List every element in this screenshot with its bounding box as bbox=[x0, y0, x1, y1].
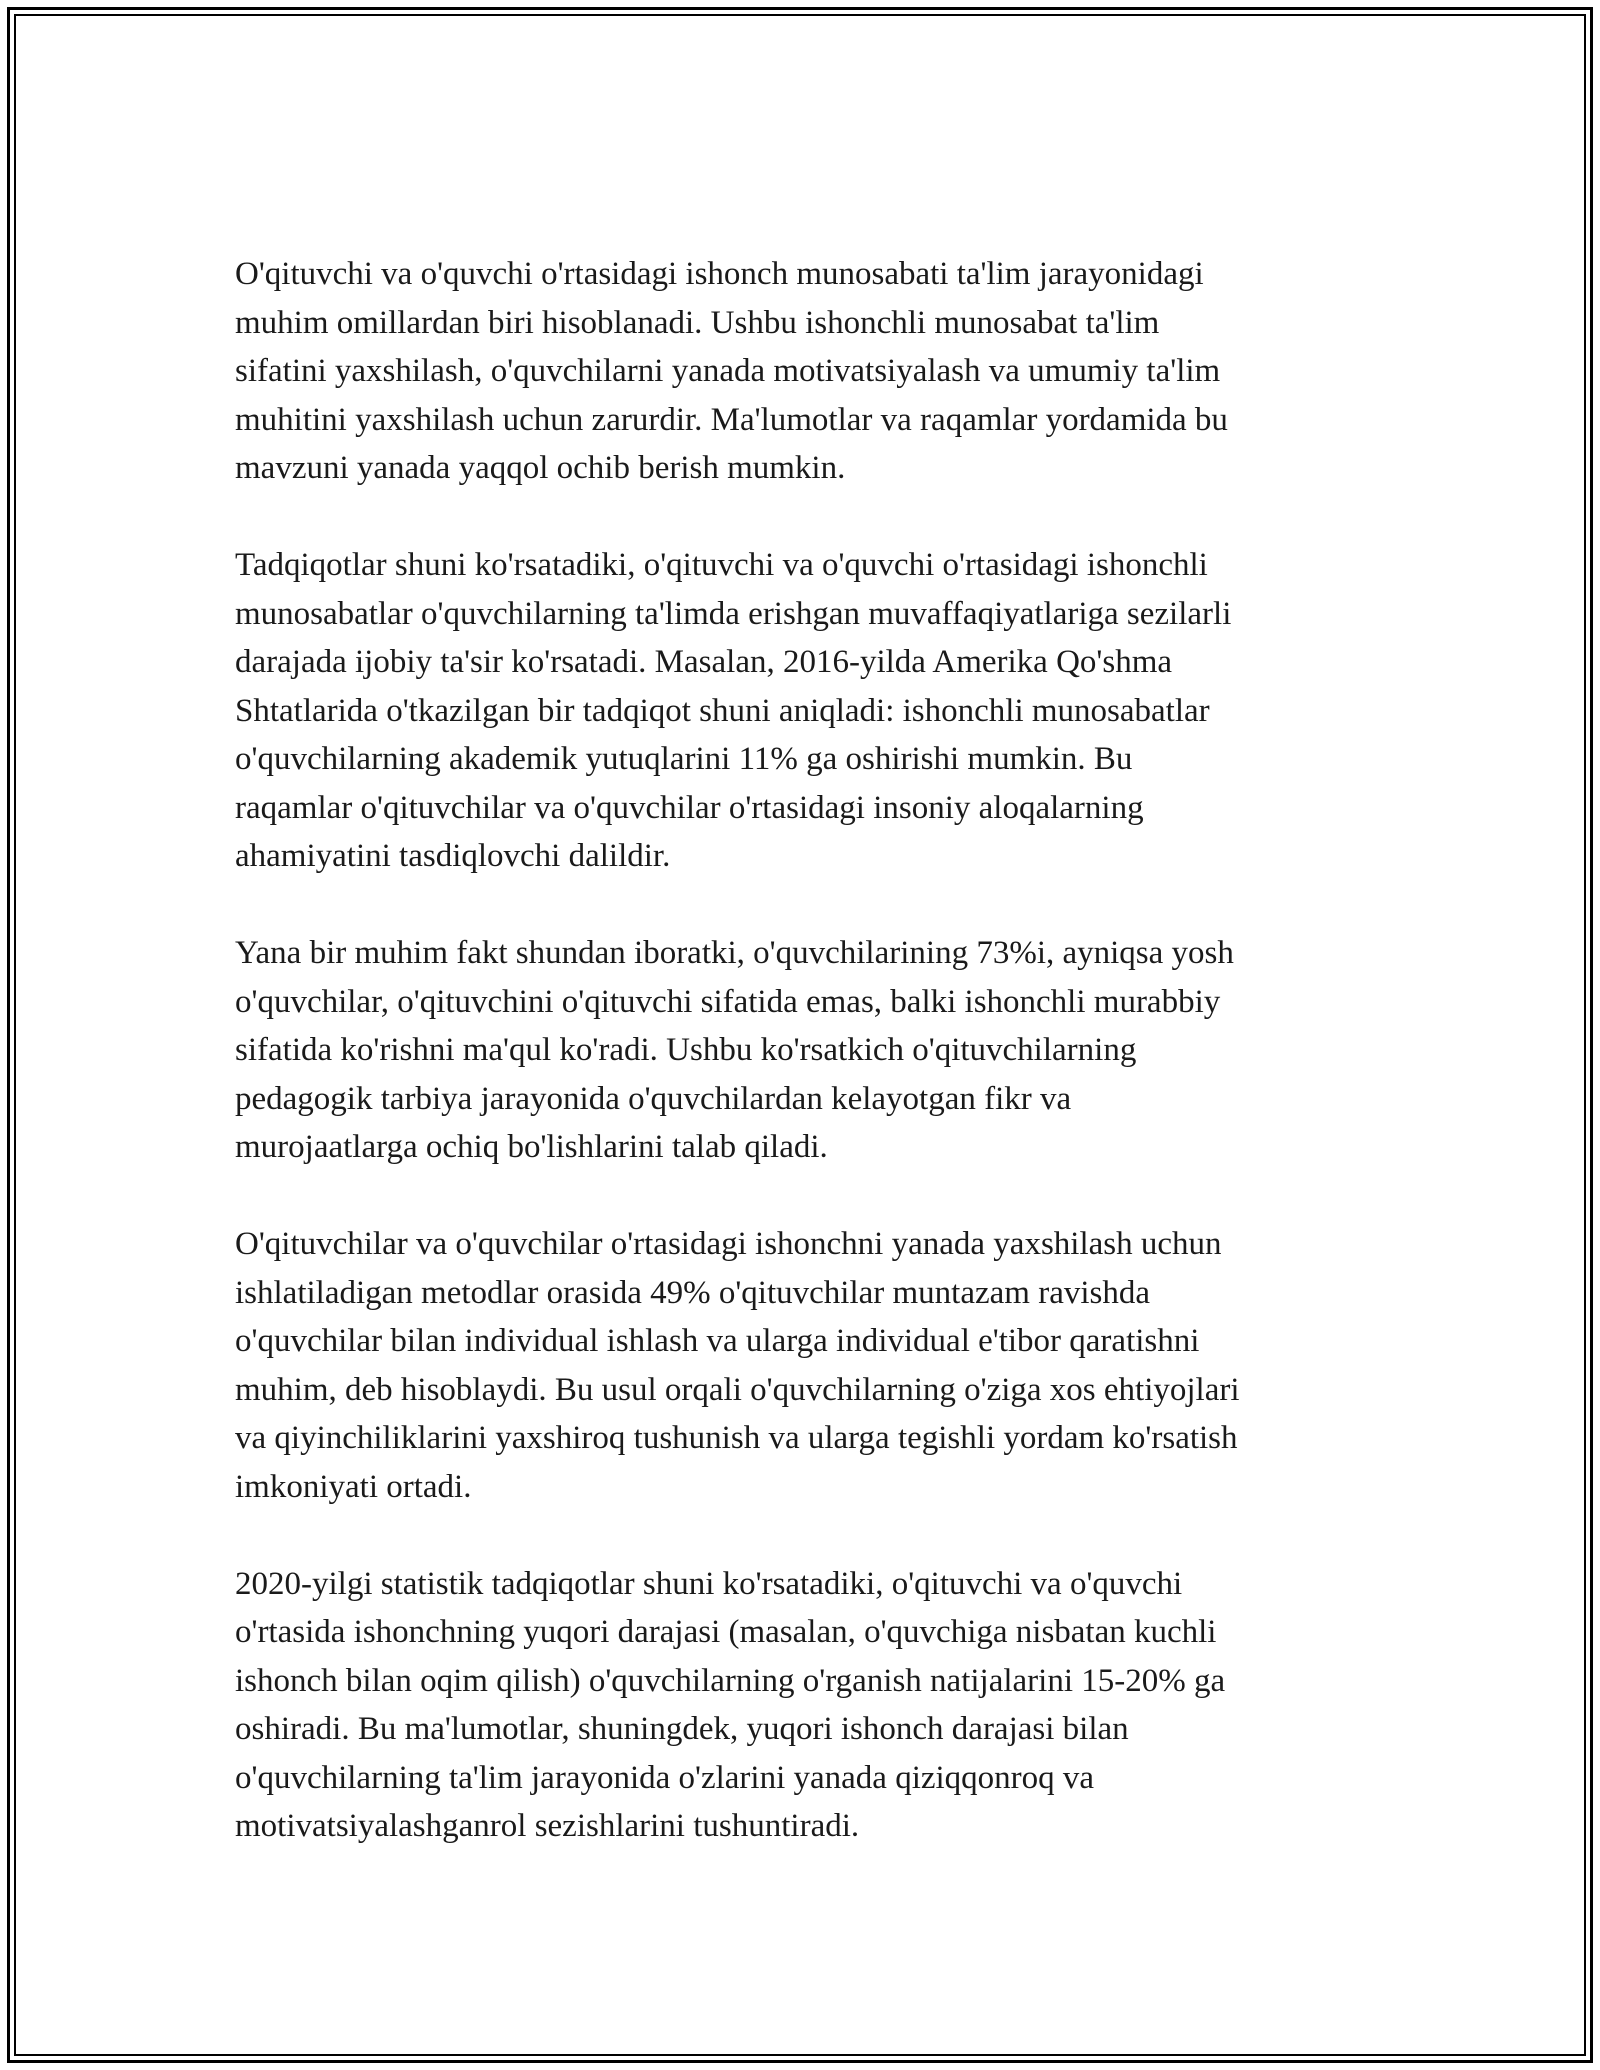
paragraph-3: Yana bir muhim fakt shundan iboratki, o'quvchilarining 73%i, ayniqsa yosh o'quvchilar, o'qituvchini o'qituvchi sifatida emas, balki ishonchli murabbiy sifatida ko'rishni ma'qul ko'radi. Ushbu ko'rsatkich o'qituvchilarning pedagogik tarbiya jarayonida o'quvchilardan kelayotgan fikr va murojaatlarga ochiq bo'lishlarini talab qiladi. bbox=[235, 935, 1234, 1165]
document-body bbox=[235, 250, 1365, 1899]
paragraph-1: O'qituvchi va o'quvchi o'rtasidagi ishonch munosabati ta'lim jarayonidagi muhim omillardan biri hisoblanadi. Ushbu ishonchli munosabat ta'lim sifatini yaxshilash, o'quvchilarni yanada motivatsiyalash va umumiy ta'lim muhitini yaxshilash uchun zarurdir. Ma'lumotlar va raqamlar yordamida bu mavzuni yanada yaqqol ochib berish mumkin. bbox=[235, 256, 1228, 486]
paragraph-4: O'qituvchilar va o'quvchilar o'rtasidagi ishonchni yanada yaxshilash uchun ishlatiladigan metodlar orasida 49% o'qituvchilar muntazam ravishda o'quvchilar bilan individual ishlash va ularga individual e'tibor qaratishni muhim, deb hisoblaydi. Bu usul orqali o'quvchilarning o'ziga xos ehtiyojlari va qiyinchiliklarini yaxshiroq tushunish va ularga tegishli yordam ko'rsatish imkoniyati ortadi. bbox=[235, 1226, 1240, 1505]
paragraph-2: Tadqiqotlar shuni ko'rsatadiki, o'qituvchi va o'quvchi o'rtasidagi ishonchli munosabatlar o'quvchilarning ta'limda erishgan muvaffaqiyatlariga sezilarli darajada ijobiy ta'sir ko'rsatadi. Masalan, 2016-yilda Amerika Qo'shma Shtatlarida o'tkazilgan bir tadqiqot shuni aniqladi: ishonchli munosabatlar o'quvchilarning akademik yutuqlarini 11% ga oshirishi mumkin. Bu raqamlar o'qituvchilar va o'quvchilar o'rtasidagi insoniy aloqalarning ahamiyatini tasdiqlovchi dalildir. bbox=[235, 547, 1232, 874]
paragraph-5: 2020-yilgi statistik tadqiqotlar shuni ko'rsatadiki, o'qituvchi va o'quvchi o'rtasida ishonchning yuqori darajasi (masalan, o'quvchiga nisbatan kuchli ishonch bilan oqim qilish) o'quvchilarning o'rganish natijalarini 15-20% ga oshiradi. Bu ma'lumotlar, shuningdek, yuqori ishonch darajasi bilan o'quvchilarning ta'lim jarayonida o'zlarini yanada qiziqqonroq va motivatsiyalashganrol sezishlarini tushuntiradi. bbox=[235, 1565, 1226, 1844]
